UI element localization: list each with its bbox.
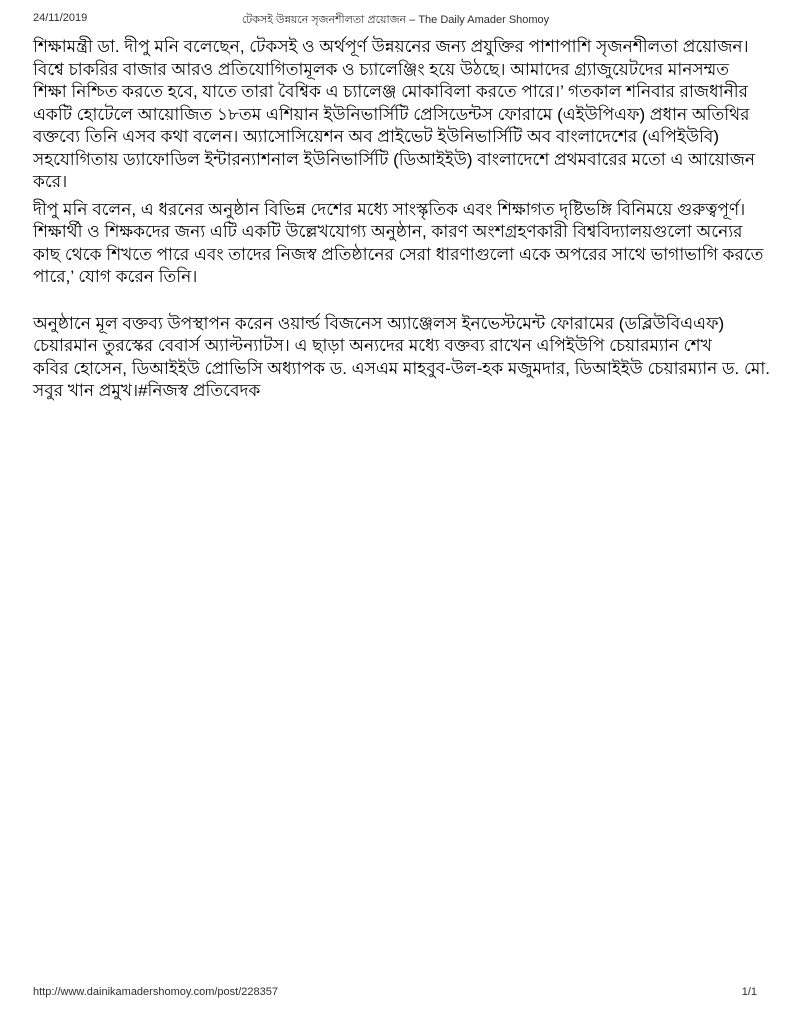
text-line: বিশ্বে চাকরির বাজার আরও প্রতিযোগিতামূলক ও চ্যালেঞ্জিং হয়ে উঠছে। আমাদের গ্র্যাজুয়েটদের মানসম্মত [33,59,730,79]
text-line: শিক্ষার্থী ও শিক্ষকদের জন্য এটি একটি উল্লেখযোগ্য অনুষ্ঠান, কারণ অংশগ্রহণকারী বিশ্ববিদ্যালয়গুলো অন্যের [33,222,743,241]
text-line: অনুষ্ঠানে মূল বক্তব্য উপস্থাপন করেন ওয়ার্ল্ড বিজনেস অ্যাঞ্জেলস ইনভেস্টমেন্ট ফোরামের (ডব্লিউবিএএফ) [33,313,725,333]
print-footer [33,986,757,998]
source-url: http://www.dainikamadershomoy.com/post/228357 [33,986,278,998]
page-number: 1/1 [741,986,757,998]
text-line: কবির হোসেন, ডিআইইউ প্রোভিসি অধ্যাপক ড. এসএম মাহবুব-উল-হক মজুমদার, ডিআইইউ চেয়ারম্যান ড. মো. [33,358,770,378]
document-title: টেকসই উন্নয়নে সৃজনশীলতা প্রয়োজন – The Daily Amader Shomoy [241,14,550,26]
text-line: শিক্ষা নিশ্চিত করতে হবে, যাতে তারা বৈশ্বিক এ চ্যালেঞ্জ মোকাবিলা করতে পারে।’ গতকাল শনিবার রাজধানীর [33,82,748,101]
print-date: 24/11/2019 [33,12,88,24]
print-header [0,11,791,27]
text-line: কাছ থেকে শিখতে পারে এবং তাদের নিজস্ব প্রতিষ্ঠানের সেরা ধারণাগুলো একে অপরের সাথে ভাগাভাগি করতে [33,244,764,264]
article-paragraph-2 [33,199,777,289]
text-line: শিক্ষামন্ত্রী ডা. দীপু মনি বলেছেন, টেকসই ও অর্থপূর্ণ উন্নয়নের জন্য প্রযুক্তির পাশাপাশি সৃজনশীলতা প্রয়োজন। [33,37,749,56]
text-line: চেয়ারমান তুরস্কের বেবার্স অ্যাল্টন্যাটস। এ ছাড়া অন্যদের মধ্যে বক্তব্য রাখেন এপিইউপি চেয়ারম্যান শেখ [33,336,712,355]
text-line: সহযোগিতায় ড্যাফোডিল ইন্টারন্যাশনাল ইউনিভার্সিটি (ডিআইইউ) বাংলাদেশে প্রথমবারের মতো এ আয়োজন [33,149,756,169]
text-line: করে। [33,172,68,191]
article-body [33,36,777,408]
text-line: একটি হোটেলে আয়োজিত ১৮তম এশিয়ান ইউনিভার্সিটি প্রেসিডেন্টস ফোরামে (এইউপিএফ) প্রধান অতিথির [33,104,750,124]
text-line: বক্তব্যে তিনি এসব কথা বলেন। অ্যাসোসিয়েশন অব প্রাইভেট ইউনিভার্সিটি অব বাংলাদেশের (এপিইউবি) [33,127,720,146]
article-paragraph-3 [33,313,777,403]
text-line: সবুর খান প্রমুখ।#নিজস্ব প্রতিবেদক [33,381,261,400]
text-line: দীপু মনি বলেন, এ ধরনের অনুষ্ঠান বিভিন্ন দেশের মধ্যে সাংস্কৃতিক এবং শিক্ষাগত দৃষ্টিভঙ্গি বিনিময়ে গুরুত্বপূর্ণ। [33,199,746,219]
article-paragraph-1 [33,36,777,194]
text-line: পারে,’ যোগ করেন তিনি। [33,267,198,286]
